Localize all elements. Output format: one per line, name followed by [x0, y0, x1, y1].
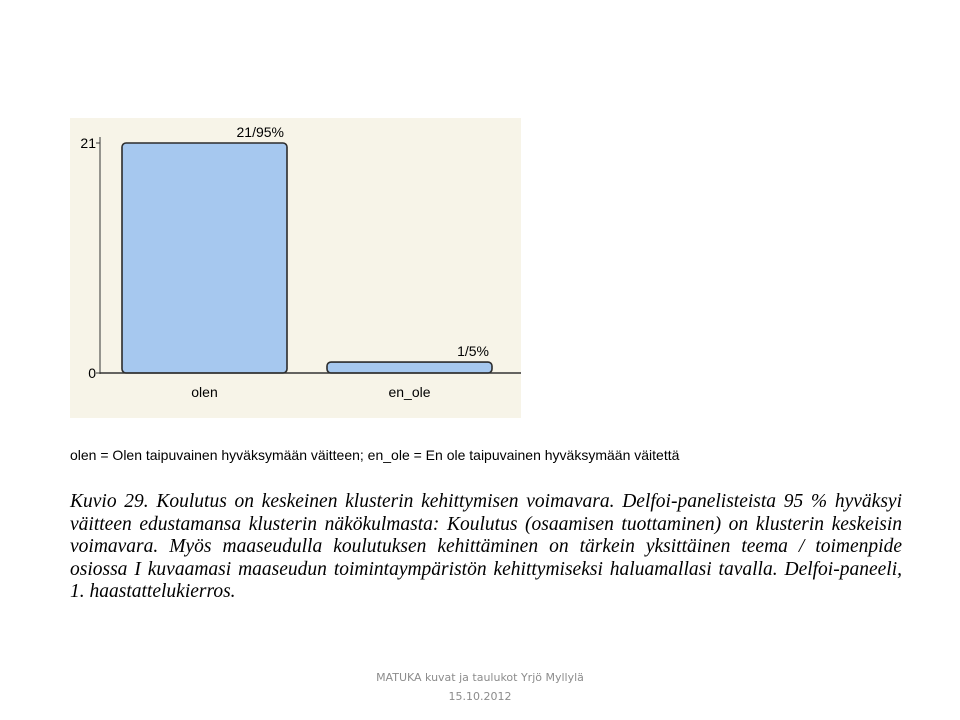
- footer-line-1: MATUKA kuvat ja taulukot Yrjö Myllylä: [376, 671, 584, 684]
- footer: [0, 668, 960, 706]
- bar-olen: [122, 143, 287, 373]
- y-tick-label-21: 21: [80, 135, 96, 151]
- bar-chart: [70, 118, 521, 418]
- x-tick-label-olen: olen: [191, 384, 218, 400]
- x-tick-label-en_ole: en_ole: [388, 384, 431, 400]
- figure-caption: Kuvio 29. Koulutus on keskeinen klusterin kehittymisen voimavara. Delfoi-panelisteista 95 % hyväksyi väitteen edustamansa klusterin näkökulmasta: Koulutus (osaamisen tuottaminen) on klusterin keskeisin voimavara. Myös maaseudulla koulutuksen kehittäminen on tärkein yksittäinen teema / toimenpide osiossa I kuvaamasi maaseudun toimintaympäristön kehittymiseksi haluamallasi tavalla. Delfoi-paneeli, 1. haastattelukierros.: [70, 491, 902, 602]
- chart-panel: [70, 118, 521, 418]
- bar-en_ole: [327, 362, 492, 373]
- data-label-olen: 21/95%: [236, 124, 284, 140]
- y-tick-label-0: 0: [88, 365, 96, 381]
- footer-line-2: 15.10.2012: [448, 690, 512, 703]
- legend-note: olen = Olen taipuvainen hyväksymään väitteen; en_ole = En ole taipuvainen hyväksymään väitettä: [70, 447, 680, 463]
- data-label-en_ole: 1/5%: [457, 343, 489, 360]
